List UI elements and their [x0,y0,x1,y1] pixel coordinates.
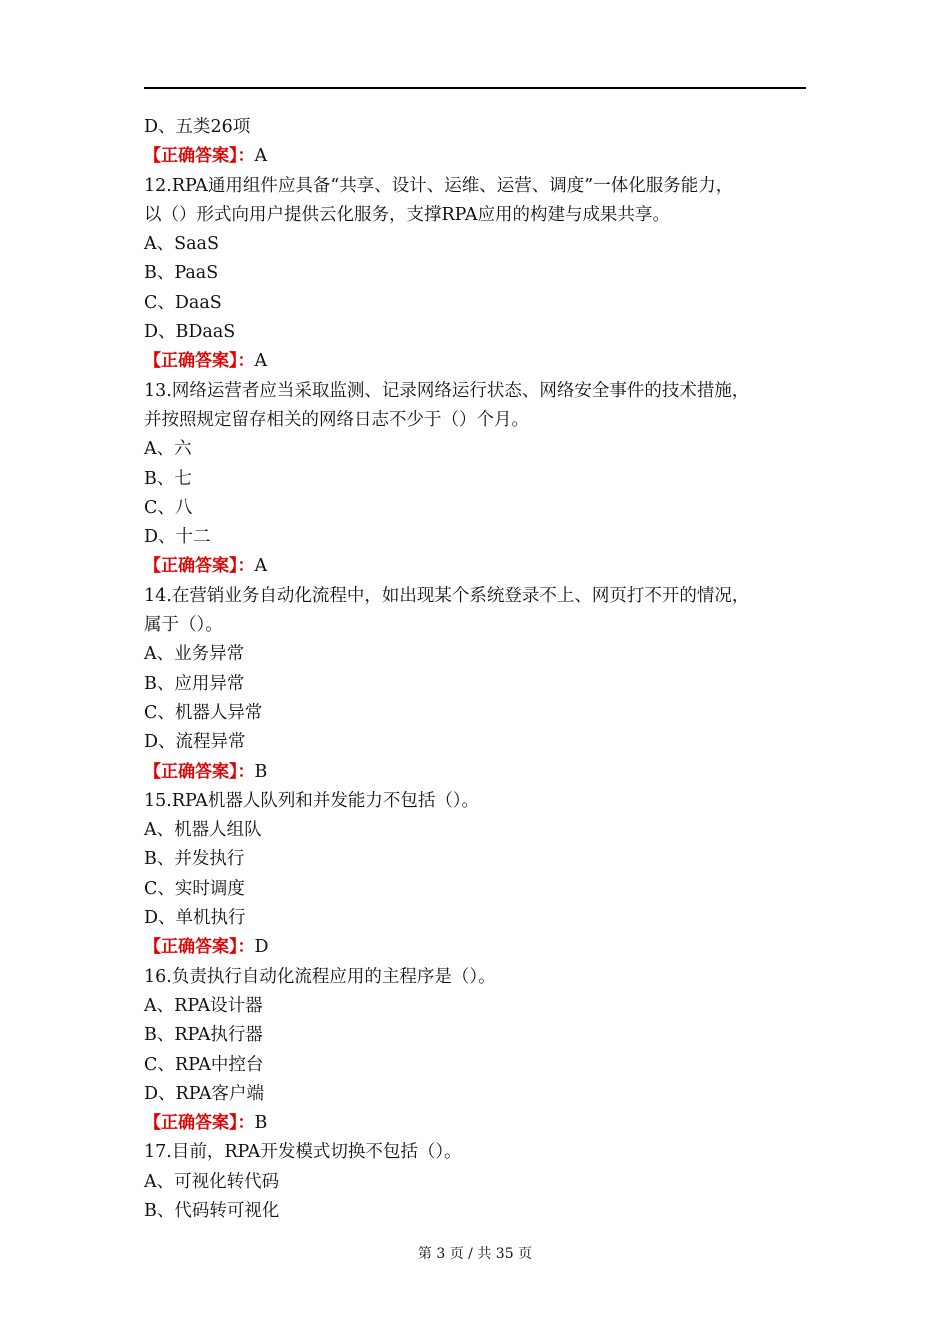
option-text: B、RPA执行器 [144,1025,263,1046]
header-rule [144,87,806,89]
question-text: 15.RPA机器人队列和并发能力不包括（）。 [144,790,480,811]
answer-value: B [254,1113,268,1134]
question-text: 17.目前，RPA开发模式切换不包括（）。 [144,1142,462,1163]
option-text: C、八 [144,497,193,518]
option-text: C、机器人异常 [144,702,263,723]
answer-value: A [254,556,268,577]
option-text: C、实时调度 [144,878,245,899]
answer-line [144,1109,824,1138]
option-text: D、十二 [144,527,211,548]
answer-value: A [254,146,268,167]
option-text: A、RPA设计器 [144,995,263,1016]
option-text: C、RPA中控台 [144,1054,264,1075]
option-text: C、DaaS [144,292,222,313]
question-text: 属于（）。 [144,615,223,636]
question-text: 以（）形式向用户提供云化服务，支撑RPA应用的构建与成果共享。 [144,204,670,225]
option-text: B、代码转可视化 [144,1200,280,1221]
answer-label: 【正确答案】： [144,761,255,782]
answer-line [144,758,824,787]
option-text: D、RPA客户端 [144,1083,265,1104]
option-text: B、并发执行 [144,849,245,870]
option-text: B、应用异常 [144,673,245,694]
option-text: D、流程异常 [144,732,246,753]
answer-line [144,933,824,962]
option-text: A、业务异常 [144,644,245,665]
option-text: B、PaaS [144,263,219,284]
option-text: A、SaaS [144,234,219,255]
question-text: 14.在营销业务自动化流程中，如出现某个系统登录不上、网页打不开的情况， [144,585,750,606]
answer-label: 【正确答案】： [144,556,255,577]
answer-label: 【正确答案】： [144,1113,255,1134]
question-text: 16.负责执行自动化流程应用的主程序是（）。 [144,966,496,987]
answer-value: B [254,761,268,782]
option-text: A、可视化转代码 [144,1171,280,1192]
page-footer: 第 3 页 / 共 35 页 [417,1246,533,1262]
answer-line [144,142,824,171]
option-text: D、单机执行 [144,908,246,929]
option-text: A、机器人组队 [144,820,262,841]
answer-line [144,552,824,581]
option-text: D、五类26项 [144,117,251,137]
answer-label: 【正确答案】： [144,351,255,372]
option-text: A、六 [144,439,192,460]
question-text: 13.网络运营者应当采取监测、记录网络运行状态、网络安全事件的技术措施， [144,380,750,401]
question-text: 并按照规定留存相关的网络日志不少于（）个月。 [144,409,529,430]
answer-line [144,347,824,376]
answer-value: A [254,351,268,372]
answer-value: D [254,937,269,958]
document-body [144,113,824,1226]
option-text: D、BDaaS [144,322,236,343]
question-text: 12.RPA通用组件应具备“共享、设计、运维、运营、调度”一体化服务能力， [144,175,734,196]
answer-label: 【正确答案】： [144,937,255,958]
answer-label: 【正确答案】： [144,146,255,167]
option-text: B、七 [144,468,192,489]
